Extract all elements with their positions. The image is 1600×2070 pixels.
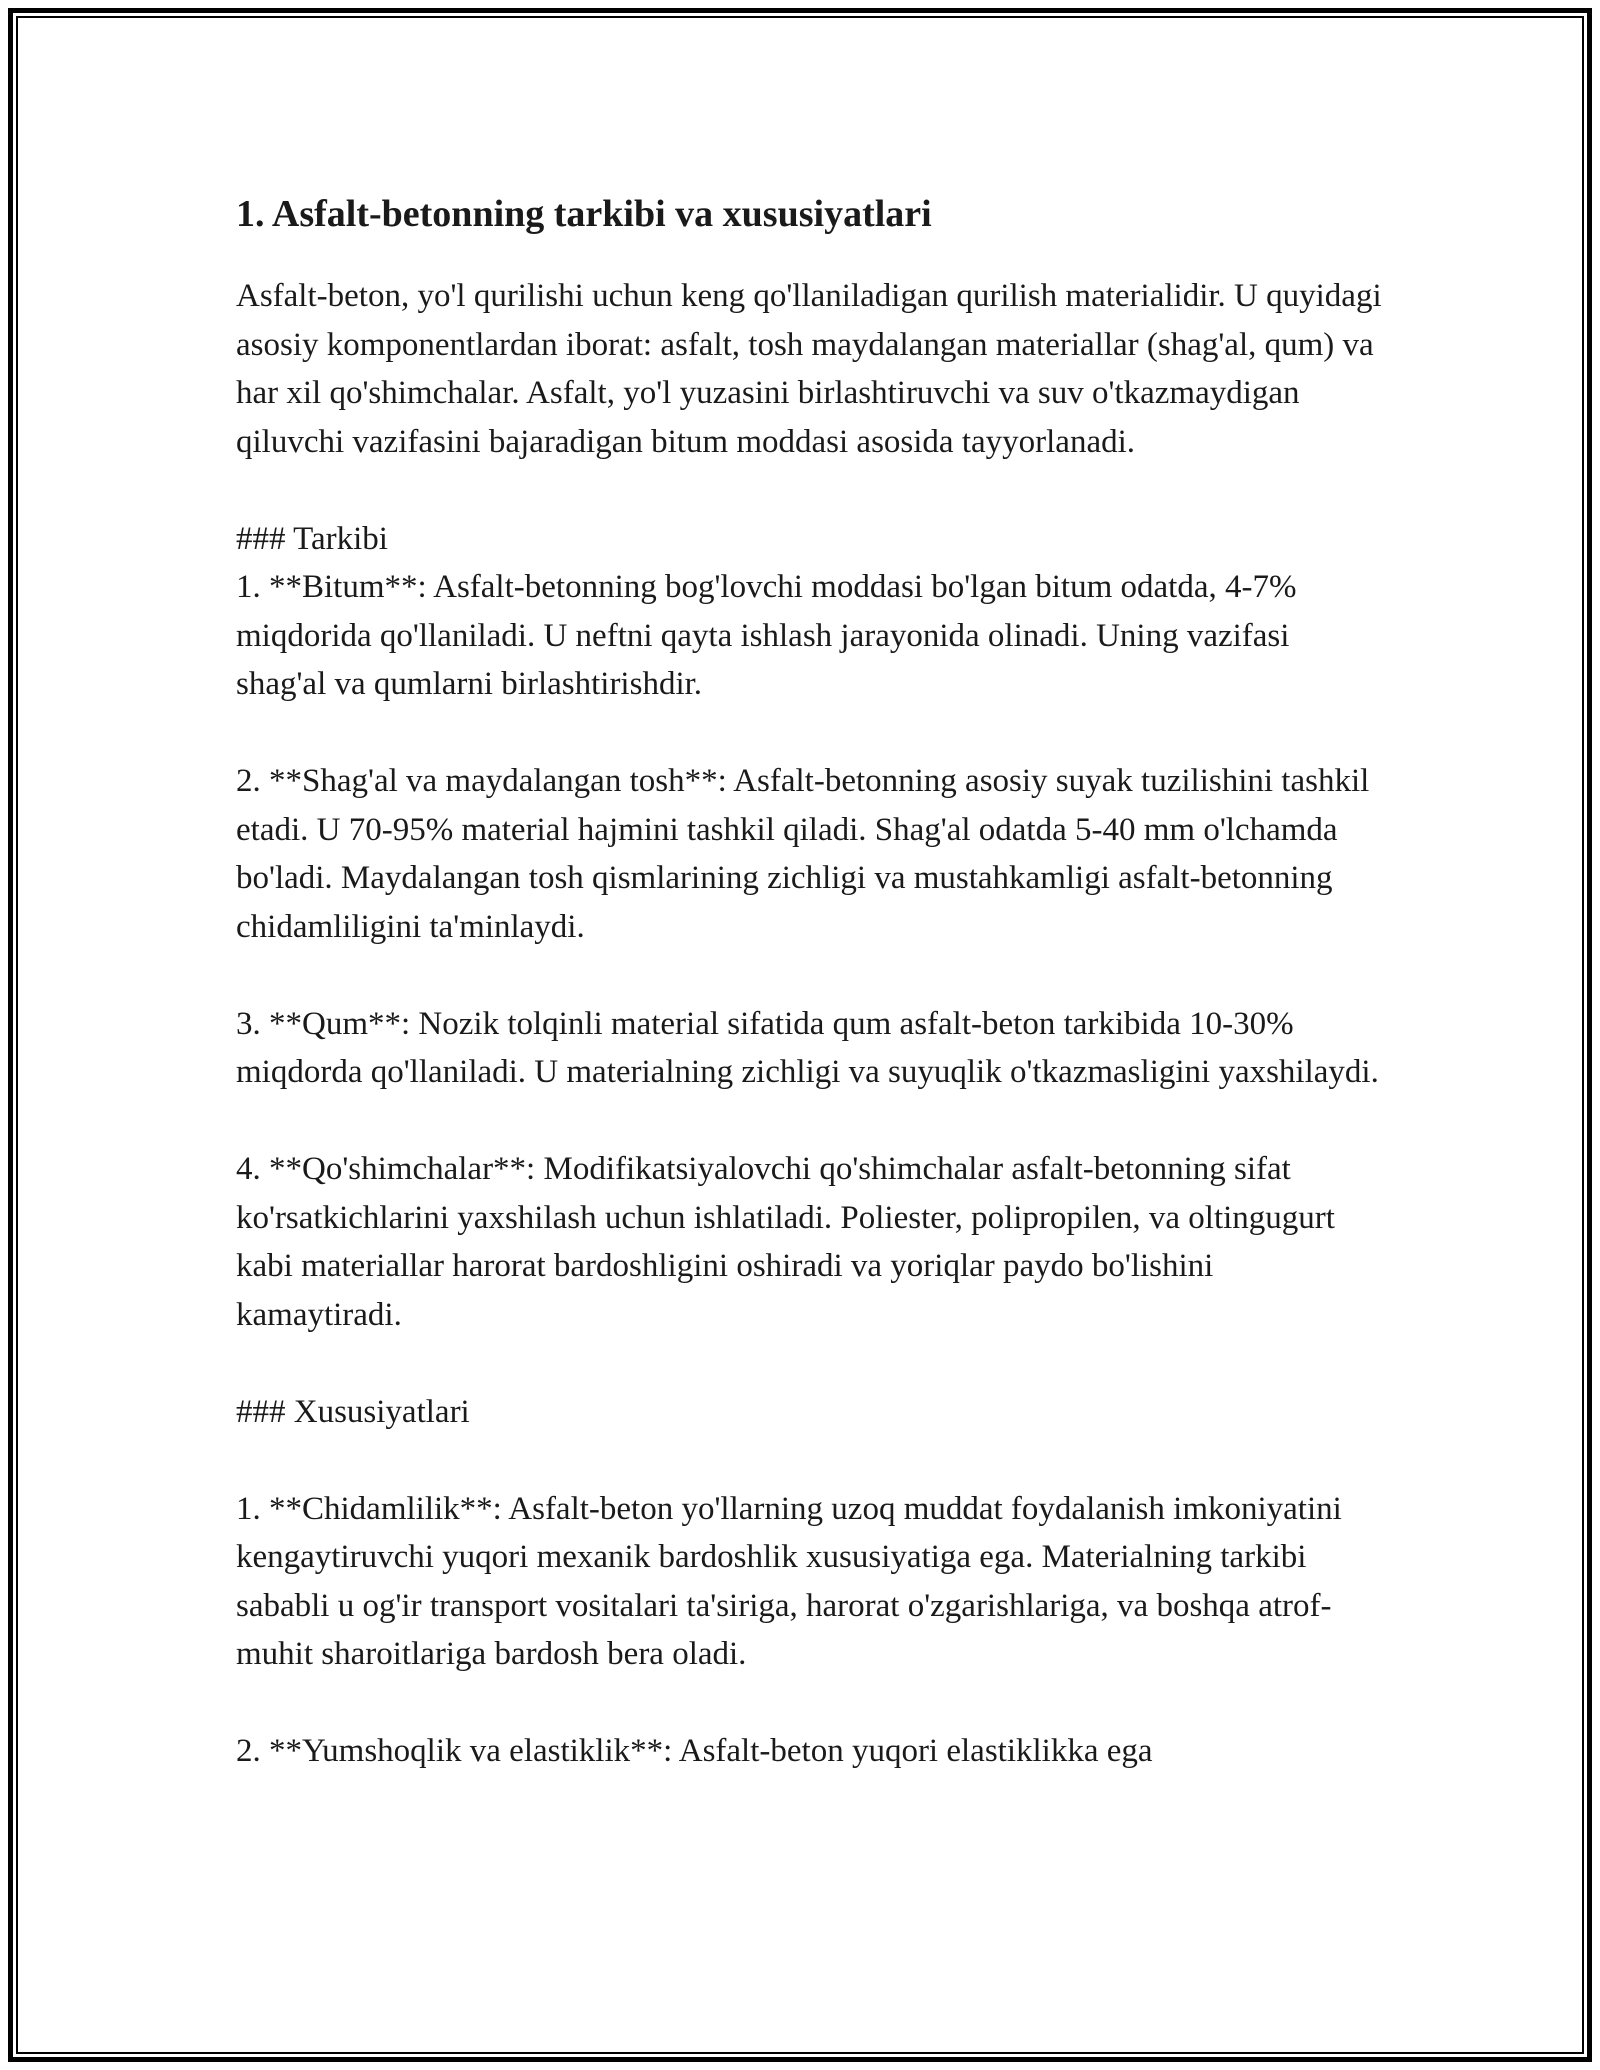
- composition-item-bitum: 1. **Bitum**: Asfalt-betonning bog'lovchi moddasi bo'lgan bitum odatda, 4-7% miqdorida qo'llaniladi. U neftni qayta ishlash jarayonida olinadi. Uning vazifasi shag'al va qumlarni birlashtirishdir.: [236, 569, 1297, 702]
- properties-item-chidamlilik: 1. **Chidamlilik**: Asfalt-beton yo'llarning uzoq muddat foydalanish imkoniyatini kengaytiruvchi yuqori mexanik bardoshlik xususiyatiga ega. Materialning tarkibi sababli u og'ir transport vositalari ta'siriga, harorat o'zgarishlariga, va boshqa atrof-muhit sharoitlariga bardosh bera oladi.: [236, 1490, 1342, 1672]
- properties-heading: ### Xususiyatlari: [236, 1393, 470, 1430]
- composition-heading: ### Tarkibi: [236, 520, 388, 557]
- composition-item-shagal: 2. **Shag'al va maydalangan tosh**: Asfalt-betonning asosiy suyak tuzilishini tashkil etadi. U 70-95% material hajmini tashkil qiladi. Shag'al odatda 5-40 mm o'lchamda bo'ladi. Maydalangan tosh qismlarining zichligi va mustahkamligi asfalt-betonning chidamliligini ta'minlaydi.: [236, 763, 1370, 945]
- properties-item-yumshoqlik: 2. **Yumshoqlik va elastiklik**: Asfalt-beton yuqori elastiklikka ega: [236, 1733, 1153, 1769]
- intro-paragraph: Asfalt-beton, yo'l qurilishi uchun keng qo'llaniladigan qurilish materialidir. U quyidagi asosiy komponentlardan iborat: asfalt, tosh maydalangan materiallar (shag'al, qum) va har xil qo'shimchalar. Asfalt, yo'l yuzasini birlashtiruvchi va suv o'tkazmaydigan qiluvchi vazifasini bajaradigan bitum moddasi asosida tayyorlanadi.: [236, 278, 1382, 460]
- composition-item-qum: 3. **Qum**: Nozik tolqinli material sifatida qum asfalt-beton tarkibida 10-30% miqdorda qo'llaniladi. U materialning zichligi va suyuqlik o'tkazmasligini yaxshilaydi.: [236, 1005, 1379, 1090]
- composition-item-qoshimchalar: 4. **Qo'shimchalar**: Modifikatsiyalovchi qo'shimchalar asfalt-betonning sifat ko'rsatkichlarini yaxshilash uchun ishlatiladi. Poliester, polipropilen, va oltingugurt kabi materiallar harorat bardoshligini oshiradi va yoriqlar paydo bo'lishini kamaytiradi.: [236, 1151, 1335, 1333]
- document-body: [236, 186, 1386, 1776]
- section-title: 1. Asfalt-betonning tarkibi va xususiyatlari: [236, 193, 932, 235]
